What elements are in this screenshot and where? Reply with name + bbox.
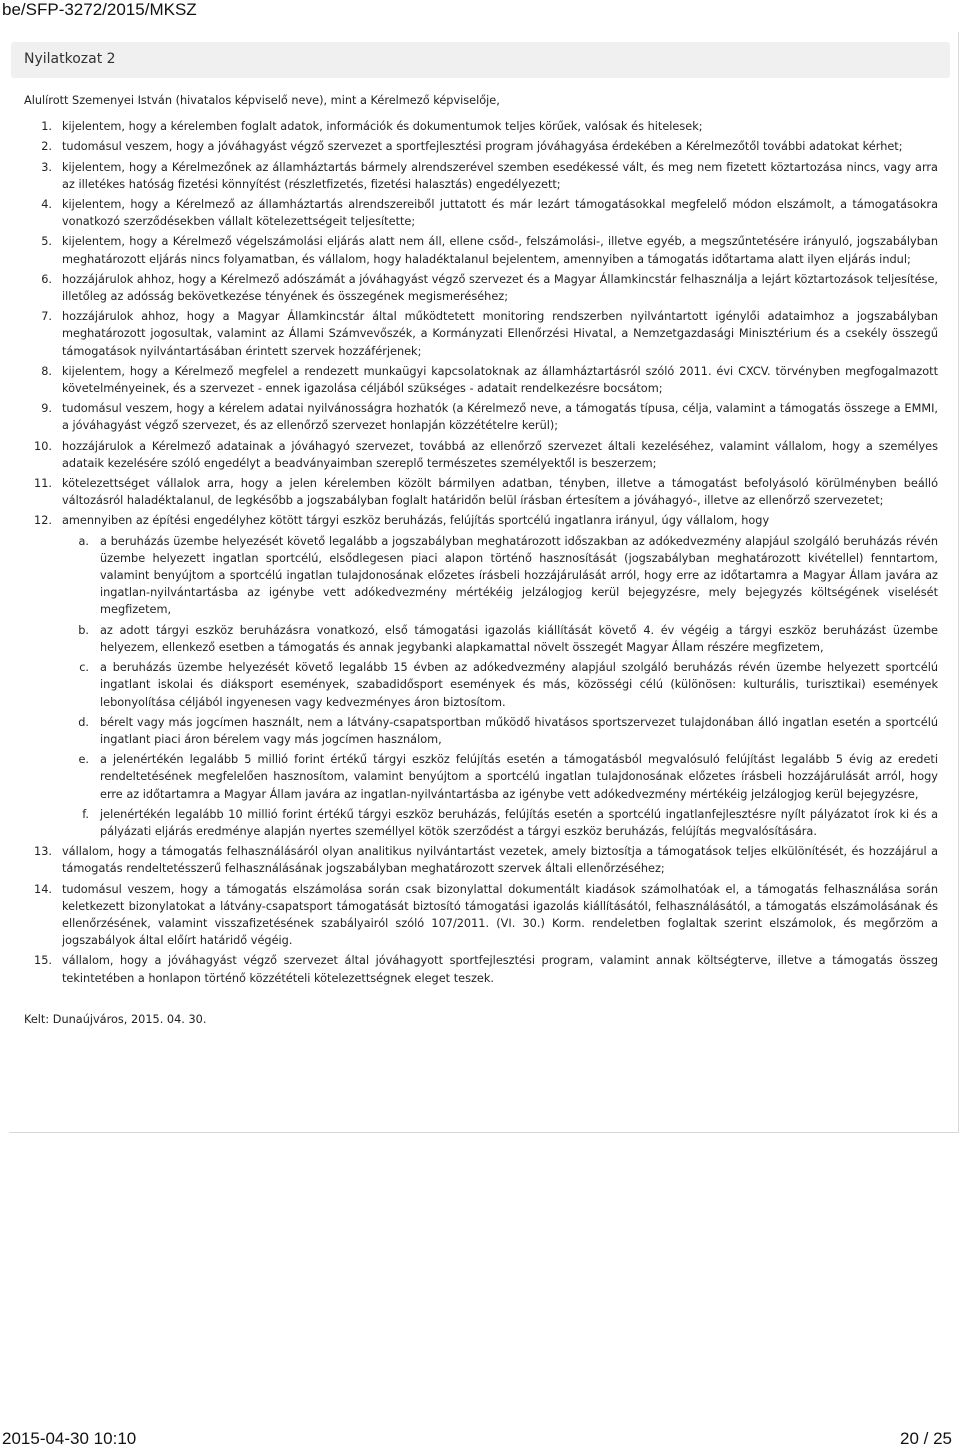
item-text: kijelentem, hogy a Kérelmező az államháztartás alrendszereiből juttatott és már lezárt támogatásokkal megfelelő módon elszámolt, a támogatásokra vonatkozó szerződésekben vállalt kötelezettségeit teljesítette;: [62, 198, 938, 229]
section-title: Nyilatkozat 2: [24, 51, 116, 67]
item-number: 5.: [41, 235, 52, 249]
item-text: kijelentem, hogy a Kérelmező megfelel a rendezett munkaügyi kapcsolatoknak az államháztartásról szóló 2011. évi CXCV. törvényben megfogalmazott követelményeinek, és a szervezet - ennek igazolása céljából szükséges - adatait rendelkezésre bocsátom;: [62, 364, 938, 396]
declaration-item: [24, 308, 938, 360]
item-number: 13.: [34, 845, 52, 859]
sub-list: [62, 533, 938, 840]
sub-item-letter: e.: [78, 753, 89, 767]
sub-item-letter: f.: [82, 807, 89, 821]
sub-item-letter: c.: [79, 661, 89, 675]
sub-item-text: jelenértékén legalább 10 millió forint értékű tárgyi eszköz beruházás, felújítás esetén a sportcélú ingatlanfejlesztésre nyílt pályázatot írok ki és a pályázati eljárás eredménye alapján nyertes személlyel kötök szerződést a tárgyi eszköz beruházás, felújítás megvalósítására.: [100, 807, 938, 838]
item-text: amennyiben az építési engedélyhez kötött tárgyi eszköz beruházás, felújítás sportcélú ingatlanra irányul, úgy vállalom, hogy: [62, 514, 770, 528]
item-text: kijelentem, hogy a kérelemben foglalt adatok, információk és dokumentumok teljes körűek, valósak és hitelesek;: [62, 120, 703, 134]
intro-text: Alulírott Szemenyei István (hivatalos képviselő neve), mint a Kérelmező képviselője,: [24, 94, 500, 107]
declaration-item: [24, 271, 938, 305]
sub-item: [62, 533, 938, 619]
signing-date: Kelt: Dunaújváros, 2015. 04. 30.: [24, 1012, 207, 1026]
declaration-item: [24, 400, 938, 434]
item-number: 2.: [41, 140, 52, 154]
sub-item: [62, 751, 938, 803]
item-number: 3.: [41, 160, 52, 174]
declaration-item: [24, 138, 938, 155]
item-number: 6.: [41, 272, 52, 286]
item-number: 9.: [41, 402, 52, 416]
sub-item: [62, 659, 938, 711]
sub-item: [62, 622, 938, 656]
sub-item-text: a jelenértékén legalább 5 millió forint értékű tárgyi eszköz felújítás esetén a támogatásból megvalósuló felújítást legalább 5 évig az eredeti rendeltetésének megfelelően hasznosítom, valamint benyújtom a sportcélú ingatlan tulajdonosának előzetes írásbeli hozzájárulását arról, hogy erre az időtartamra a Magyar Állam javára az ingatlan-nyilvántartásba az igénybe vett adókedvezmény mértékéig jelzálogjog kerül bejegyzésre,: [100, 753, 938, 801]
item-number: 10.: [34, 439, 52, 453]
sub-item: [62, 714, 938, 748]
declaration-body: [24, 92, 938, 1028]
sub-item-text: bérelt vagy más jogcímen használt, nem a látvány-csapatsportban működő hivatásos sportszervezet tulajdonában álló ingatlan esetén a sportcélú ingatlant piaci áron bérelem vagy más jogcímen használom,: [100, 715, 938, 746]
item-number: 1.: [41, 120, 52, 134]
declaration-item: [24, 952, 938, 986]
item-text: hozzájárulok a Kérelmező adatainak a jóváhagyó szervezet, továbbá az ellenőrző szervezet általi kezeléséhez, valamint vállalom, hogy a személyes adataik kezelésére szóló engedélyt a beadványaimban szereplő természetes személyektől is beszerzem;: [62, 439, 938, 470]
item-number: 7.: [41, 310, 52, 324]
sub-item-text: az adott tárgyi eszköz beruházásra vonatkozó, első támogatási igazolás kiállítását követő 4. év végéig a tárgyi eszköz beruházást üzembe helyezem, ellenkező esetben a támogatás és annak jegybanki alapkamattal növelt összegét Magyar Állam részére megfizetem,: [100, 623, 938, 654]
declaration-item: [24, 196, 938, 230]
sub-item-letter: b.: [78, 623, 89, 637]
item-text: hozzájárulok ahhoz, hogy a Kérelmező adószámát a jóváhagyást végző szervezet és a Magyar Államkincstár felhasználja a lejárt köztartozások teljesítése, illetőleg az adósság bekövetkezése tényének és összegének megismeréséhez;: [62, 272, 938, 304]
sub-item-letter: a.: [78, 534, 89, 548]
declaration-item: [24, 881, 938, 950]
declaration-item: [24, 438, 938, 472]
item-number: 4.: [41, 198, 52, 212]
item-text: vállalom, hogy a jóváhagyást végző szervezet által jóváhagyott sportfejlesztési program, valamint annak költségterve, illetve a támogatás összeg tekintetében a honlapon történő közzétételi kötelezettségnek eleget teszek.: [62, 954, 938, 985]
sub-item-letter: d.: [78, 715, 89, 729]
sub-item-text: a beruházás üzembe helyezését követő legalább 15 évben az adókedvezmény alapjául szolgáló beruházás révén üzembe helyezett sportcélú ingatlant iskolai és diáksport események, szabadidősport események és más, közösségi célú (különösen: kulturális, turisztikai) események lebonyolítása céljából ingyenesen vagy kedvezményes áron biztosítom.: [100, 661, 938, 709]
declaration-item: [24, 475, 938, 509]
footer-timestamp: 2015-04-30 10:10: [2, 1429, 137, 1448]
declaration-list: [24, 118, 938, 987]
item-number: 15.: [34, 954, 52, 968]
sub-item-text: a beruházás üzembe helyezését követő legalább a jogszabályban meghatározott időszakban az adókedvezmény alapjául szolgáló beruházás révén üzembe helyezett ingatlan sportcélú, elsődlegesen piaci alapon történő hasznosítását (jogszabályban meghatározott kivétellel) fenntartom, valamint benyújtom a sportcélú ingatlan tulajdonosának előzetes írásbeli hozzájárulását arról, hogy erre az időtartamra a Magyar Állam javára az ingatlan-nyilvántartásba az igénybe vett adókedvezmény mértékéig jelzálogjog kerül bejegyzésre, mely bejegyzés költségének viselését megfizetem,: [100, 534, 938, 617]
item-text: kötelezettséget vállalok arra, hogy a jelen kérelemben közölt bármilyen adatban, tényben, illetve a támogatást befolyásoló körülményben beálló változásról haladéktalanul, de legkésőbb a jogszabályban foglalt határidőn belül írásban értesítem a jóváhagyó-, illetve az ellenőrző szervezetet;: [62, 477, 938, 508]
declaration-item: [24, 363, 938, 397]
declaration-item: [24, 512, 938, 840]
item-text: vállalom, hogy a támogatás felhasználásáról olyan analitikus nyilvántartást vezetek, amely biztosítja a támogatások teljes elkülönítését, és hozzájárul a támogatás rendeltetésszerű felhasználásának jogszabályban meghatározott szervek általi ellenőrzéséhez;: [62, 845, 938, 876]
footer-page-number: 20 / 25: [900, 1429, 952, 1448]
item-number: 12.: [34, 514, 52, 528]
item-text: kijelentem, hogy a Kérelmezőnek az államháztartás bármely alrendszerével szemben esedékessé vált, és meg nem fizetett köztartozása nincs, vagy arra az illetékes hatóság fizetési könnyítést (részletfizetés, fizetési halasztás) engedélyezett;: [62, 160, 938, 191]
declaration-item: [24, 843, 938, 877]
declaration-item: [24, 233, 938, 267]
item-text: hozzájárulok ahhoz, hogy a Magyar Államkincstár által működtetett monitoring rendszerben nyilvántartott igénylői adataimhoz a jogszabályban meghatározott jogosultak, valamint az Állami Számvevőszék, a Kormányzati Ellenőrzési Hivatal, a Nemzetgazdasági Minisztérium és a csekély összegű támogatások nyilvántartásában érintett szervek hozzáférjenek;: [62, 310, 938, 358]
item-number: 11.: [34, 477, 52, 491]
item-number: 8.: [41, 364, 52, 378]
item-number: 14.: [34, 882, 52, 896]
sub-item: [62, 806, 938, 840]
section-header: [11, 42, 950, 78]
item-text: tudomásul veszem, hogy a jóváhagyást végző szervezet a sportfejlesztési program jóváhagyása érdekében a Kérelmezőtől további adatokat kérhet;: [62, 140, 903, 154]
item-text: tudomásul veszem, hogy a támogatás elszámolása során csak bizonylattal dokumentált kiadások számolhatóak el, a támogatás felhasználása során keletkezett bizonylatokat a látvány-csapatsport támogatását biztosító támogatási igazolás kiállításától, felhasználásától, a támogatás elszámolásának és ellenőrzésének, valamint visszafizetésének szabályairól szóló 107/2011. (VI. 30.) Korm. rendeletben foglaltak szerint elszámolok, és megőrzöm a jogszabályok által előírt határidő végéig.: [62, 882, 938, 948]
document-id: be/SFP-3272/2015/MKSZ: [2, 0, 197, 19]
item-text: tudomásul veszem, hogy a kérelem adatai nyilvánosságra hozhatók (a Kérelmező neve, a támogatás típusa, célja, valamint a támogatás összege a EMMI, a jóváhagyást végző szervezet, és az ellenőrző szervezet honlapján közzétételre kerül);: [62, 402, 938, 433]
declaration-item: [24, 118, 938, 135]
item-text: kijelentem, hogy a Kérelmező végelszámolási eljárás alatt nem áll, ellene csőd-, felszámolási-, illetve egyéb, a megszűntetésére irányuló, jogszabályban meghatározott eljárás nincs folyamatban, és vállalom, hogy haladéktalanul bejelentem, amennyiben a támogatás időtartama alatt ilyen eljárás indul;: [62, 235, 938, 266]
declaration-item: [24, 159, 938, 193]
